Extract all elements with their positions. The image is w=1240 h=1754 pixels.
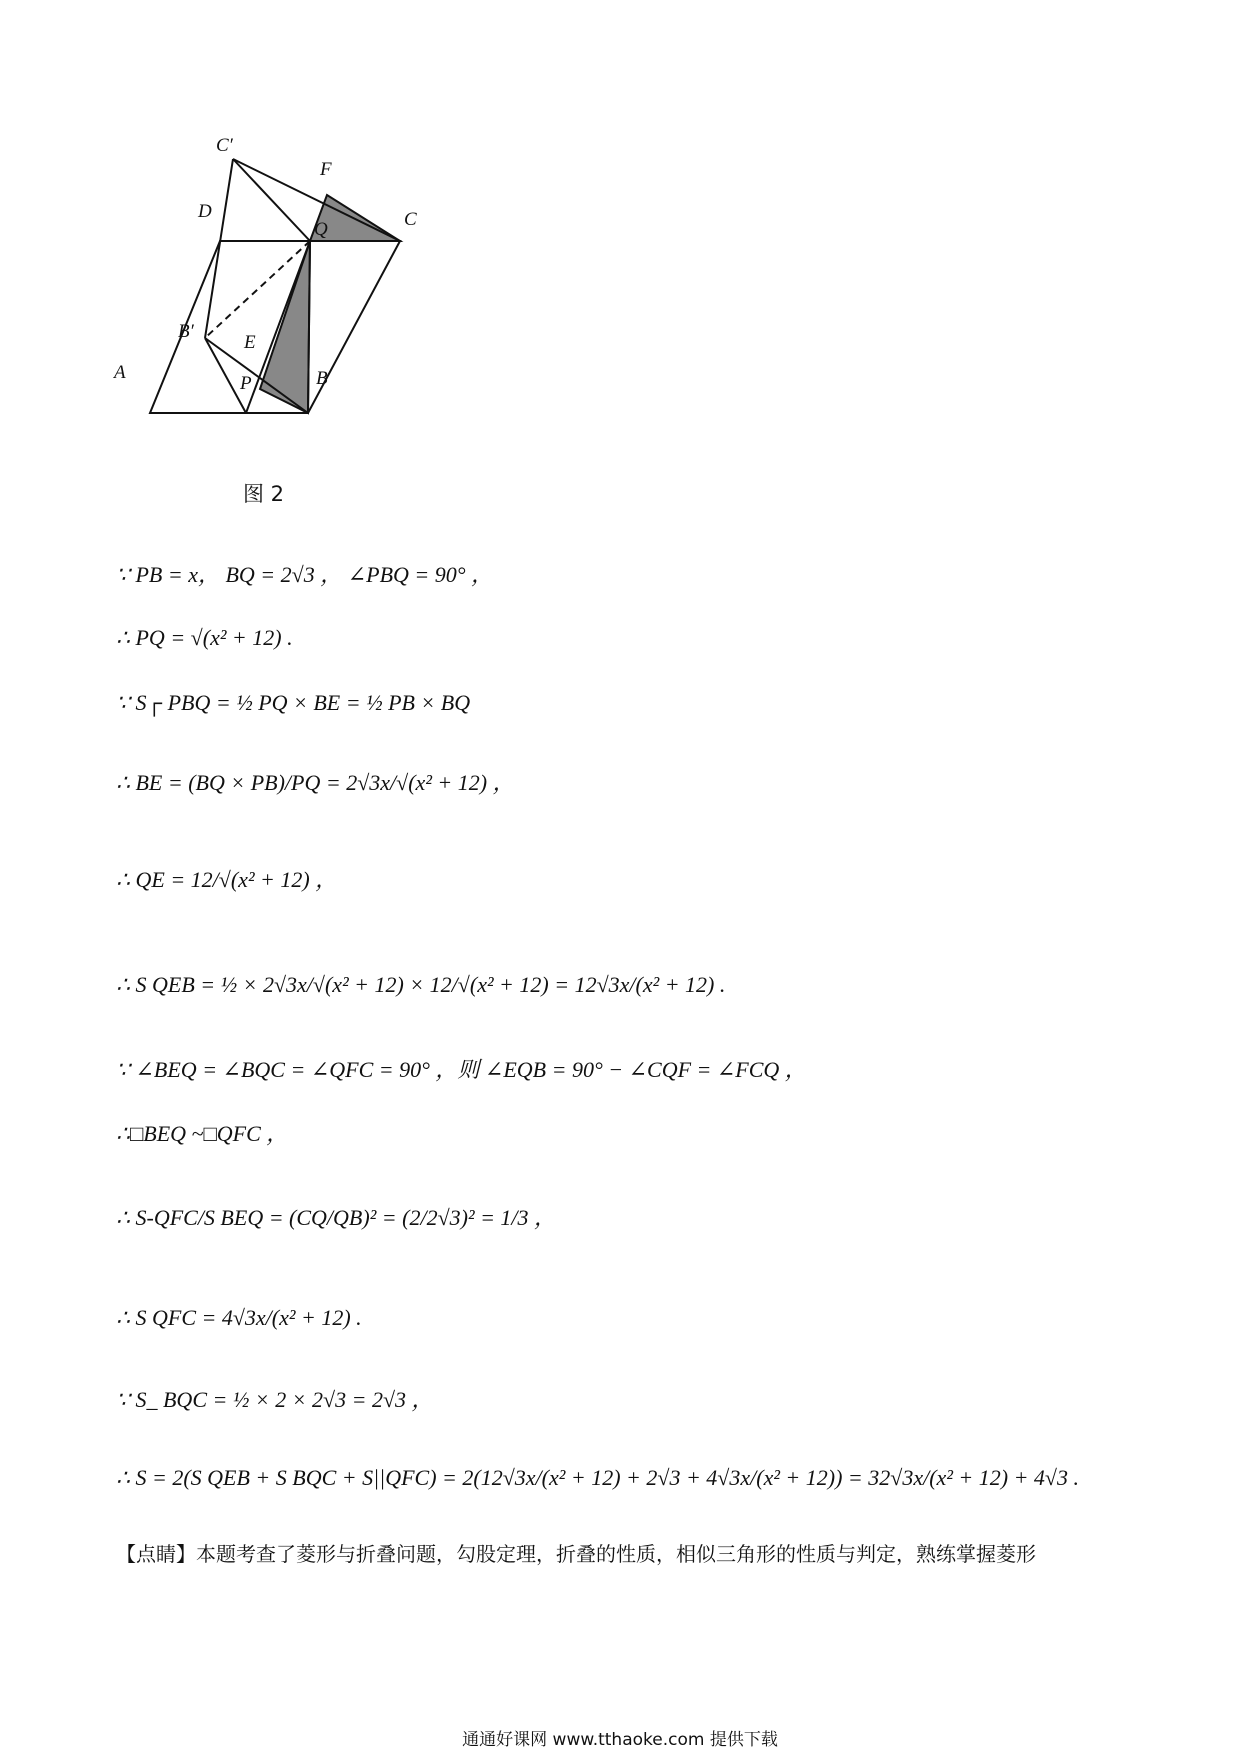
page-footer: 通通好课网 www.tthaoke.com 提供下载 [462, 1730, 778, 1750]
label-e: E [244, 332, 256, 353]
label-p: P [240, 373, 252, 394]
label-c-prime: C′ [216, 135, 233, 156]
label-b-prime: B′ [178, 321, 194, 342]
label-c: C [404, 209, 417, 230]
key-point-note: 【点睛】本题考查了菱形与折叠问题，勾股定理，折叠的性质，相似三角形的性质与判定，熟练掌握菱形 [116, 1542, 1036, 1566]
line-cprime-q [233, 159, 310, 241]
derivation-line-8: ∴□BEQ ~□QFC ， [116, 1121, 289, 1146]
label-f: F [320, 159, 332, 180]
label-q: Q [314, 219, 328, 240]
derivation-line-6: ∴ S QEB = ½ × 2√3x/√(x² + 12) × 12/√(x² + 12) = 12√3x/(x² + 12) . [116, 972, 726, 997]
derivation-line-11: ∵ S_ BQC = ½ × 2 × 2√3 = 2√3 ， [116, 1387, 434, 1412]
derivation-line-12: ∴ S = 2(S QEB + S BQC + S||QFC) = 2(12√3x/(x² + 12) + 2√3 + 4√3x/(x² + 12)) = 32√3x/(x² + 12) + 4√3 . [116, 1465, 1080, 1490]
derivation-line-5: ∴ QE = 12/√(x² + 12) ， [116, 867, 338, 892]
derivation-line-7: ∵ ∠BEQ = ∠BQC = ∠QFC = 90° ，则 ∠EQB = 90° − ∠CQF = ∠FCQ ， [116, 1057, 807, 1082]
shaded-triangle-qeb [260, 241, 310, 413]
derivation-line-9: ∴ S-QFC/S BEQ = (CQ/QB)² = (2/2√3)² = 1/3 ， [116, 1205, 557, 1230]
figure-caption: 图 2 [243, 482, 285, 506]
label-b: B [316, 368, 328, 389]
label-d: D [198, 201, 212, 222]
derivation-line-4: ∴ BE = (BQ × PB)/PQ = 2√3x/√(x² + 12) ， [116, 770, 515, 795]
derivation-line-1: ∵ PB = x， BQ = 2√3 ， ∠PBQ = 90° ， [116, 562, 494, 587]
derivation-line-10: ∴ S QFC = 4√3x/(x² + 12) . [116, 1305, 362, 1330]
label-a: A [114, 362, 126, 383]
geometry-figure [114, 135, 480, 465]
derivation-line-3: ∵ S┌ PBQ = ½ PQ × BE = ½ PB × BQ [116, 690, 471, 715]
line-cprime-bprime [205, 159, 233, 338]
derivation-line-2: ∴ PQ = √(x² + 12) . [116, 625, 293, 650]
